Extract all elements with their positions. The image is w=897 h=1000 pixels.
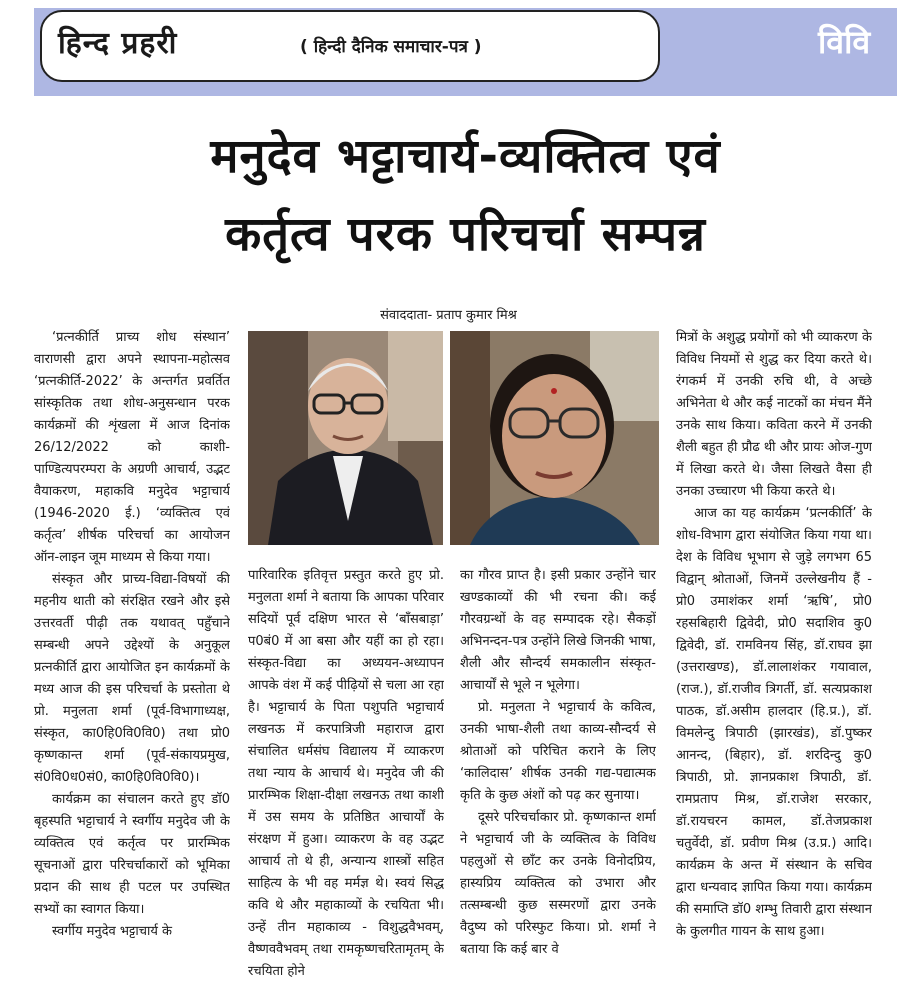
article-column-4 bbox=[676, 327, 872, 1000]
photo-woman bbox=[450, 331, 659, 545]
headline-line-1: मनुदेव भट्टाचार्य-व्यक्तित्व एवं bbox=[210, 129, 721, 184]
paragraph: ‘प्रत्नकीर्ति प्राच्य शोध संस्थान’ वाराणसी द्वारा अपने स्थापना-महोत्सव ‘प्रत्नकीर्ति-2022’ के अन्तर्गत प्रवर्तित सांस्कृतिक तथा शोध-अनुसन्धान परक कार्यक्रमों की शृंखला में आज दिनांक 26/12/2022 को काशी-पाण्डित्यपरम्परा के अग्रणी आचार्य, उद्भट वैयाकरण, महाकवि मनुदेव भट्टाचार्य (1946-2020 ई.) ‘व्यक्तित्व एवं कर्तृत्व’ शीर्षक परिचर्चा का आयोजन ऑन-लाइन जूम माध्यम से किया गया। bbox=[34, 330, 230, 565]
article-column-3 bbox=[460, 565, 656, 1000]
paragraph: प्रो. मनुलता ने भट्टाचार्य के कवित्व, उनकी भाषा-शैली तथा काव्य-सौन्दर्य से श्रोताओं को परिचित कराने के लिए ‘कालिदास’ शीर्षक उनकी गद्य-पद्यात्मक कृति के कुछ अंशों को पढ़ कर सुनाया। bbox=[460, 700, 656, 803]
paragraph: मित्रों के अशुद्ध प्रयोगों को भी व्याकरण के विविध नियमों से शुद्ध कर दिया करते थे। रंगकर्म में उनकी रुचि थी, वे अच्छे अभिनेता थे और कई नाटकों का मंचन मैंने उनके साथ किया। कविता करने में उनकी शैली बहुत ही प्रौढ थी और प्रायः ओज-गुण में लिखा करते थे। जैसा लिखते वैसा ही उनका उच्चारण भी किया करते थे। bbox=[676, 330, 872, 499]
paragraph: का गौरव प्राप्त है। इसी प्रकार उन्होंने चार खण्डकाव्यों की भी रचना की। कई गौरवग्रन्थों के वह सम्पादक रहे। सैकड़ों अभिनन्दन-पत्र उन्होंने लिखे जिनकी भाषा, शैली और सौन्दर्य समकालीन संस्कृत-आचार्यों से भूले न भूलेगा। bbox=[460, 568, 656, 693]
paragraph: स्वर्गीय मनुदेव भट्टाचार्य के bbox=[52, 924, 173, 939]
paragraph: आज का यह कार्यक्रम ‘प्रत्नकीर्ति’ के शोध-विभाग द्वारा संयोजित किया गया था। देश के विविध भूभाग से जुड़े लगभग 65 विद्वान् श्रोताओं, जिनमें उल्लेखनीय हैं - प्रो0 उमाशंकर शर्मा ‘ऋषि’, प्रो0 रहसबिहारी द्विवेदी, प्रो0 सदाशिव कु0 द्विवेदी, डॉ. रामविनय सिंह, डॉ.राघव झा (उत्तराखण्ड), डॉ.लालाशंकर गयावाल, (राज.), डॉ.राजीव त्रिगर्ती, डॉ. सत्यप्रकाश पाठक, डॉ.असीम हालदार (हि.प्र.), डॉ. विमलेन्दु त्रिपाठी (झारखंड), डॉ.पुष्कर आनन्द, (बिहार), डॉ. शरदिन्दु कु0 त्रिपाठी, प्रो. ज्ञानप्रकाश त्रिपाठी, डॉ. रामप्रताप मिश्र, डॉ.राजेश सरकार, डॉ.रायचरन कामल, डॉ.तेजप्रकाश चतुर्वेदी, डॉ. प्रवीण मिश्र (उ.प्र.) आदि। कार्यक्रम के अन्त में संस्थान के सचिव द्वारा धन्यवाद ज्ञापित किया गया। कार्यक्रम की समाप्ति डॉ0 शम्भु तिवारी द्वारा संस्थान के कुलगीत गायन के साथ हुआ। bbox=[676, 506, 872, 939]
photo-woman-drawing bbox=[450, 331, 659, 545]
newspaper-name: हिन्द प्रहरी bbox=[58, 26, 178, 61]
adjacent-column-edge bbox=[880, 330, 897, 1000]
paragraph: पारिवारिक इतिवृत्त प्रस्तुत करते हुए प्रो. मनुलता शर्मा ने बताया कि आपका परिवार सदियों पूर्व दक्षिण भारत से ‘बाँसबाड़ा’ प0बं0 में आ बसा और यहीं का हो रहा। संस्कृत-विद्या का अध्ययन-अध्यापन आपके वंश में कई पीढ़ियों से चला आ रहा है। भट्टाचार्य के पिता पशुपति भट्टाचार्य लखनऊ में करपात्रिजी महाराज द्वारा संचालित धर्मसंघ विद्यालय में व्याकरण तथा न्याय के आचार्य थे। मनुदेव जी की प्रारम्भिक शिक्षा-दीक्षा लखनऊ तथा काशी में उस समय के प्रतिष्ठित आचार्यों के संरक्षण में हुआ। व्याकरण के वह उद्भट आचार्य तो थे ही, अन्यान्य शास्त्रों सहित साहित्य के भी वह मर्मज्ञ थे। स्वयं सिद्ध कवि थे और महाकाव्यों के रचयिता भी। उन्हें तीन महाकाव्य - विशुद्धवैभवम्, वैष्णववैभवम् तथा रामकृष्णचरितामृतम् के रचयिता होने bbox=[248, 568, 444, 979]
paragraph: दूसरे परिचर्चाकार प्रो. कृष्णकान्त शर्मा ने भट्टाचार्य जी के व्यक्तित्व के विविध पहलुओं से छाँट कर उनके विनोदप्रिय, हास्यप्रिय व्यक्तित्व को उभारा और तत्सम्बन्धी कुछ सस्मरणों द्वारा उनके वैदुष्य को परिस्फुट किया। प्रो. शर्मा ने बताया कि कई बार वे bbox=[460, 810, 656, 957]
headline-line-2: कर्तृत्व परक परिचर्चा सम्पन्न bbox=[225, 207, 706, 262]
newspaper-tagline: ( हिन्दी दैनिक समाचार-पत्र ) bbox=[300, 37, 482, 57]
masthead-right-text: विवि bbox=[818, 23, 871, 61]
paragraph: कार्यक्रम का संचालन करते हुए डॉ0 बृहस्पति भट्टाचार्य ने स्वर्गीय मनुदेव जी के व्यक्तित्व एवं कर्तृत्व पर प्रारम्भिक सूचनाओं द्वारा परिचर्चाकारों को भूमिका प्रदान की साथ ही पटल पर उपस्थित सभ्यों का स्वागत किया। bbox=[34, 792, 230, 917]
article-column-2 bbox=[248, 565, 444, 1000]
article-column-1 bbox=[34, 327, 230, 1000]
photo-elderly-man-drawing bbox=[248, 331, 443, 545]
photo-elderly-man bbox=[248, 331, 443, 545]
reporter-byline: संवाददाता- प्रताप कुमार मिश्र bbox=[380, 308, 517, 323]
article-headline bbox=[34, 118, 897, 274]
paragraph: संस्कृत और प्राच्य-विद्या-विषयों की महनीय थाती को संरक्षित रखने और इसे उत्तरवर्ती पीढ़ी तक यथावत् पहुँचाने सम्बन्धी अपने उद्देश्यों के अनुकूल प्रत्नकीर्ति द्वारा आयोजित इन कार्यक्रमों के मध्य आज की इस परिचर्चा के प्रस्तोता थे प्रो. मनुलता शर्मा (पूर्व-विभागाध्यक्ष, संस्कृत, का0हि0वि0वि0) तथा प्रो0 कृष्णकान्त शर्मा (पूर्व-संकायप्रमुख, सं0वि0ध0सं0, का0हि0वि0वि0)। bbox=[34, 572, 230, 785]
